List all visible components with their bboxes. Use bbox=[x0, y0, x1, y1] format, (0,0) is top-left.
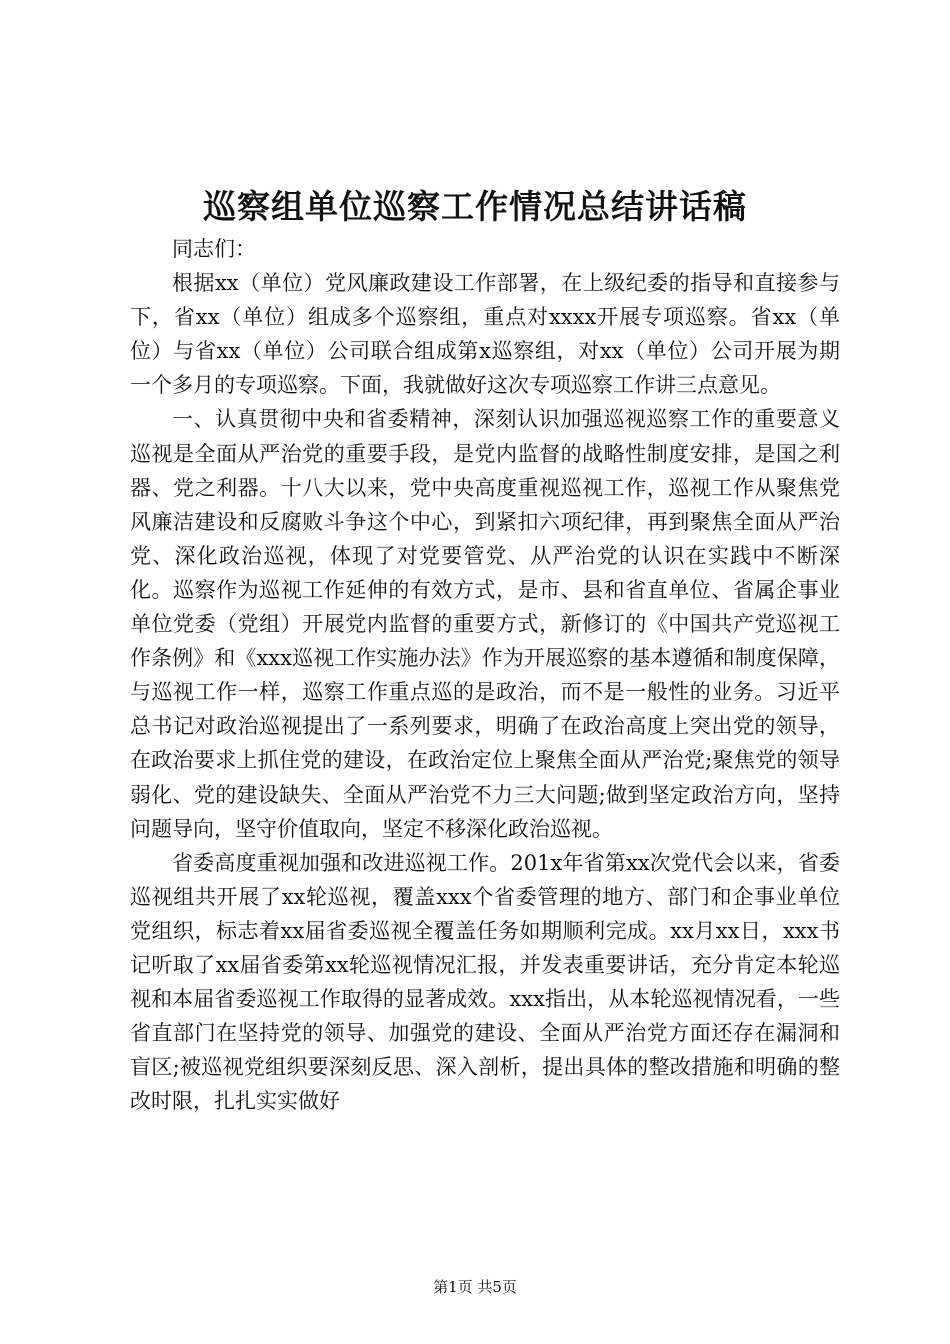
paragraph-provincial-committee: 省委高度重视加强和改进巡视工作。201x年省第xx次党代会以来，省委巡视组共开展了xx轮巡视，覆盖xxx个省委管理的地方、部门和企事业单位党组织，标志着xx届省委巡视全覆盖任务如期顺利完成。xx月xx日，xxx书记听取了xx届省委第xx轮巡视情况汇报，并发表重要讲话，充分肯定本轮巡视和本届省委巡视工作取得的显著成效。xxx指出，从本轮巡视情况看，一些省直部门在坚持党的领导、加强党的建设、全面从严治党方面还存在漏洞和盲区;被巡视党组织要深刻反思、深入剖析，提出具体的整改措施和明确的整改时限，扎扎实实做好 bbox=[130, 850, 840, 1114]
document-body bbox=[130, 232, 840, 1118]
page-number-footer: 第1页 共5页 bbox=[433, 1278, 517, 1296]
document-title: 巡察组单位巡察工作情况总结讲话稿 bbox=[203, 187, 747, 226]
salutation: 同志们： bbox=[172, 237, 256, 261]
paragraph-intro: 根据xx（单位）党风廉政建设工作部署，在上级纪委的指导和直接参与下，省xx（单位）组成多个巡察组，重点对xxxx开展专项巡察。省xx（单位）与省xx（单位）公司联合组成第x巡察组，对xx（单位）公司开展为期一个多月的专项巡察。下面，我就做好这次专项巡察工作讲三点意见。 bbox=[130, 271, 840, 398]
paragraph-section-one: 一、认真贯彻中央和省委精神，深刻认识加强巡视巡察工作的重要意义巡视是全面从严治党的重要手段，是党内监督的战略性制度安排，是国之利器、党之利器。十八大以来，党中央高度重视巡视工作，巡视工作从聚焦党风廉洁建设和反腐败斗争这个中心，到紧扣六项纪律，再到聚焦全面从严治党、深化政治巡视，体现了对党要管党、从严治党的认识在实践中不断深化。巡察作为巡视工作延伸的有效方式，是市、县和省直单位、省属企事业单位党委（党组）开展党内监督的重要方式，新修订的《中国共产党巡视工作条例》和《xxx巡视工作实施办法》作为开展巡察的基本遵循和制度保障，与巡视工作一样，巡察工作重点巡的是政治，而不是一般性的业务。习近平总书记对政治巡视提出了一系列要求，明确了在政治高度上突出党的领导，在政治要求上抓住党的建设，在政治定位上聚焦全面从严治党;聚焦党的领导弱化、党的建设缺失、全面从严治党不力三大问题;做到坚定政治方向，坚持问题导向，坚守价值取向，坚定不移深化政治巡视。 bbox=[130, 407, 840, 841]
